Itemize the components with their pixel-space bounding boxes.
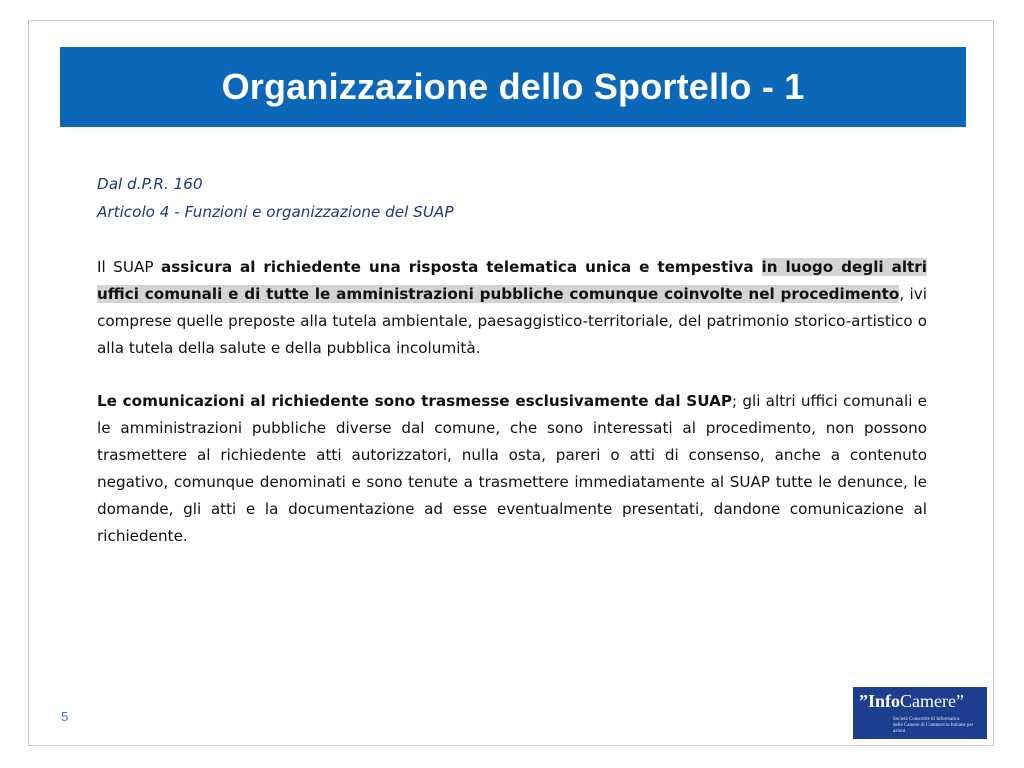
paragraph-1-intro: Il SUAP (97, 258, 161, 276)
paragraph-1-bold: assicura al richiedente una risposta telematica unica e tempestiva (160, 258, 762, 276)
logo-subtitle-line-1: Società Consortile di Informatica (893, 717, 960, 722)
paragraph-1-highlight: in luogo degli altri uffici comunali e di tutte le amministrazioni pubbliche comunque coinvolte nel procedimento (97, 258, 927, 303)
paragraph-1 (97, 254, 927, 362)
paragraph-2-rest: ; gli altri uffici comunali e le amministrazioni pubbliche diverse dal comune, che sono interessati al procedimento, non possono trasmettere al richiedente atti autorizzatori, nulla osta, pareri o atti di consenso, anche a contenuto negativo, comunque denominati e sono tenute a trasmettere immediatamente al SUAP tutte le denunce, le domande, gli atti e la documentazione ad esse eventualmente presentati, dandone comunicazione al richiedente. (97, 392, 928, 545)
paragraph-2-bold: Le comunicazioni al richiedente sono trasmesse esclusivamente dal SUAP (97, 392, 732, 410)
logo-subtitle-line-2: delle Camere di Commercio Italiane per azioni (893, 723, 974, 734)
paragraph-2 (97, 388, 927, 550)
title-bar (60, 47, 966, 127)
logo-brand-prefix: ”Info (859, 691, 901, 711)
paragraph-1-rest: , ivi comprese quelle preposte alla tutela ambientale, paesaggistico-territoriale, del patrimonio storico-artistico o alla tutela della salute e della pubblica incolumità. (97, 285, 927, 357)
reference-source: Dal d.P.R. 160 (97, 175, 203, 193)
infocamere-logo (853, 687, 987, 739)
reference-article: Articolo 4 - Funzioni e organizzazione del SUAP (97, 203, 454, 221)
logo-subtitle (893, 717, 981, 735)
page-number: 5 (61, 709, 69, 724)
slide-content (97, 171, 927, 550)
logo-brand-suffix: Camere” (900, 691, 964, 711)
slide (28, 20, 994, 746)
slide-title: Organizzazione dello Sportello - 1 (221, 66, 805, 107)
logo-brand (859, 691, 981, 711)
